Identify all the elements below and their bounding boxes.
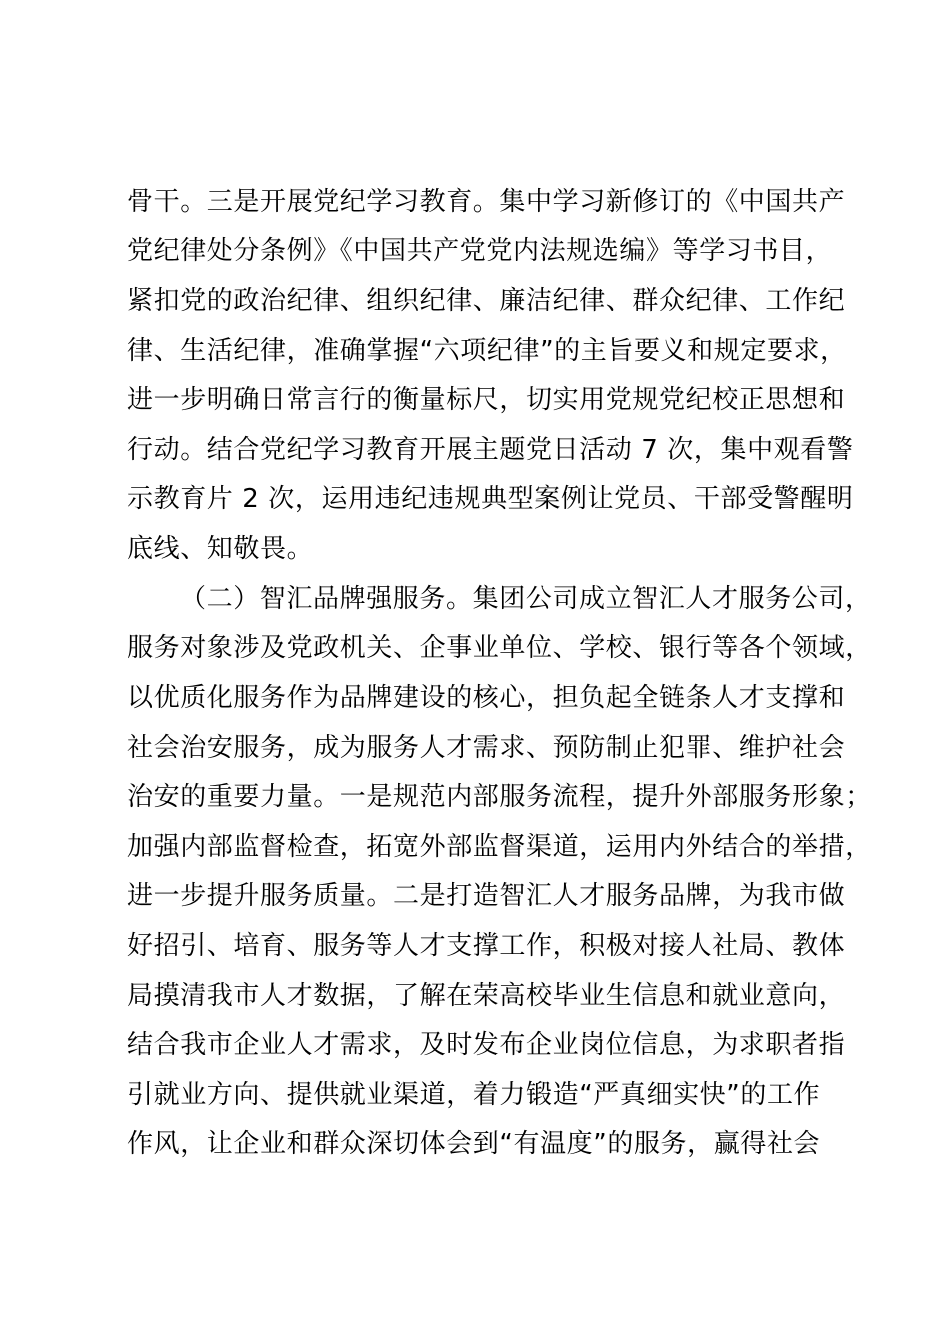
- text-line: 加强内部监督检查，拓宽外部监督渠道，运用内外结合的举措，: [127, 832, 872, 862]
- text-line: （二）智汇品牌强服务。集团公司成立智汇人才服务公司，: [180, 584, 872, 614]
- text-line: 局摸清我市人才数据，了解在荣高校毕业生信息和就业意向，: [127, 981, 846, 1011]
- text-line: 底线、知敬畏。: [127, 534, 314, 564]
- text-line: 进一步提升服务质量。二是打造智汇人才服务品牌，为我市做: [127, 881, 846, 911]
- text-line: 行动。结合党纪学习教育开展主题党日活动 7 次，集中观看警: [127, 435, 854, 465]
- text-line: 结合我市企业人才需求，及时发布企业岗位信息，为求职者指: [127, 1030, 846, 1060]
- text-line: 治安的重要力量。一是规范内部服务流程，提升外部服务形象；: [127, 782, 872, 812]
- text-line: 骨干。三是开展党纪学习教育。集中学习新修订的《中国共产: [127, 187, 846, 217]
- text-line: 示教育片 2 次，运用违纪违规典型案例让党员、干部受警醒明: [127, 484, 854, 514]
- text-line: 社会治安服务，成为服务人才需求、预防制止犯罪、维护社会: [127, 733, 846, 763]
- text-line: 作风，让企业和群众深切体会到“有温度”的服务，赢得社会: [127, 1129, 821, 1159]
- text-line: 律、生活纪律，准确掌握“六项纪律”的主旨要义和规定要求，: [127, 336, 847, 366]
- text-line: 好招引、培育、服务等人才支撑工作，积极对接人社局、教体: [127, 931, 846, 961]
- text-line: 服务对象涉及党政机关、企事业单位、学校、银行等各个领域，: [127, 633, 872, 663]
- text-line: 紧扣党的政治纪律、组织纪律、廉洁纪律、群众纪律、工作纪: [127, 286, 846, 316]
- text-line: 以优质化服务作为品牌建设的核心，担负起全链条人才支撑和: [127, 683, 846, 713]
- text-line: 进一步明确日常言行的衡量标尺，切实用党规党纪校正思想和: [127, 385, 846, 415]
- text-line: 党纪律处分条例》《中国共产党党内法规选编》等学习书目，: [127, 236, 833, 266]
- text-line: 引就业方向、提供就业渠道，着力锻造“严真细实快”的工作: [127, 1080, 821, 1110]
